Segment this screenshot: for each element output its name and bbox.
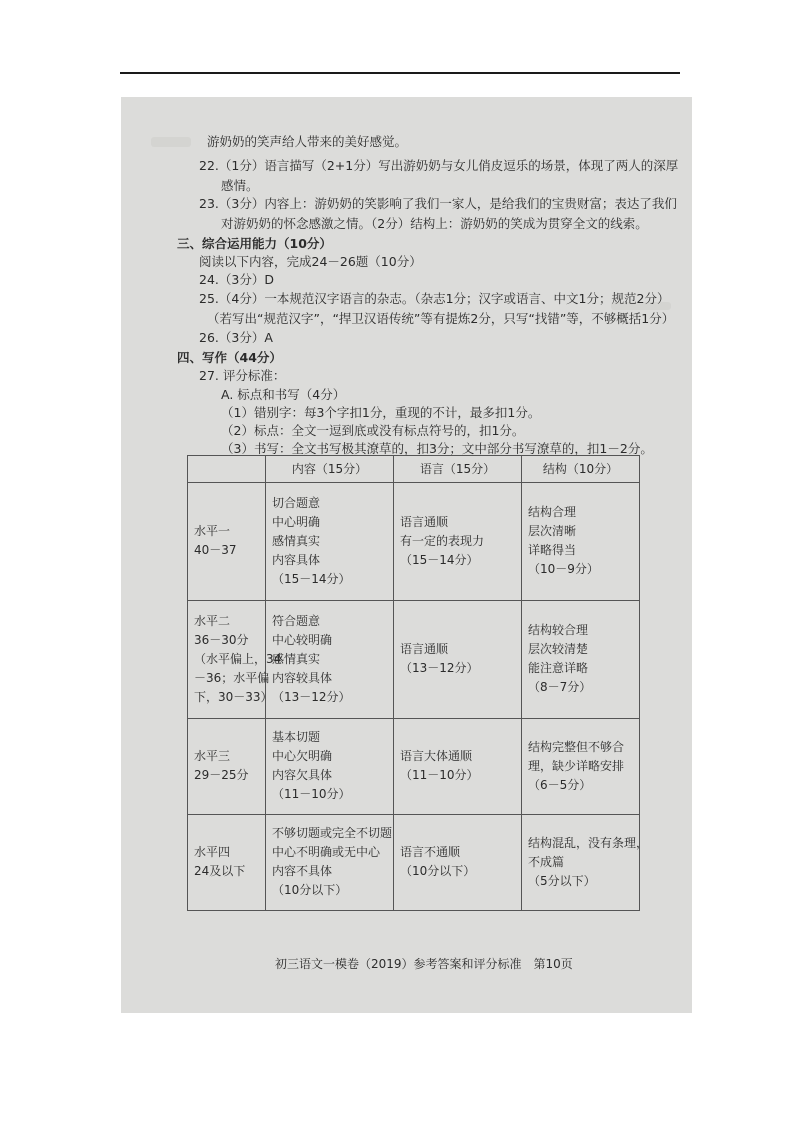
cell-line: 层次较清楚	[528, 642, 589, 657]
cell-line: －36；水平偏	[194, 670, 270, 685]
criteria-a-item-1: （1）错别字：每3个字扣1分，重现的不计，最多扣1分。	[221, 405, 541, 420]
q27-label: 27. 评分标准：	[199, 368, 286, 383]
cell-line: 感情真实	[272, 651, 321, 666]
scoring-table-header-row	[188, 456, 640, 483]
header-cell-structure: 结构（10分）	[522, 456, 640, 483]
answer-q23-line-1: 23.（3分）内容上：游奶奶的笑影响了我们一家人，是给我们的宝贵财富；表达了我们	[199, 196, 677, 211]
level-cell	[188, 483, 266, 601]
answer-q22-line-1: 22.（1分）语言描写（2+1分）写出游奶奶与女儿俏皮逗乐的场景，体现了两人的深厚	[199, 158, 679, 173]
cell-line: 结构较合理	[528, 623, 589, 638]
cell-line: （10－9分）	[528, 562, 599, 577]
cell-line: （10分以下）	[400, 864, 476, 879]
table-row	[188, 483, 640, 601]
scanned-page	[121, 97, 692, 1013]
cell-line: 结构完整但不够合	[528, 739, 625, 754]
cell-line: 内容欠具体	[272, 768, 333, 783]
cell-line: 语言大体通顺	[400, 749, 473, 764]
cell-line: （6－5分）	[528, 777, 592, 792]
cell-line: 基本切题	[272, 730, 321, 745]
cell-line: 详略得当	[528, 543, 577, 558]
table-row	[188, 600, 640, 718]
top-rule	[120, 72, 680, 74]
content-cell	[266, 483, 394, 601]
header-cell-blank	[188, 456, 266, 483]
criteria-a-item-3: （3）书写：全文书写极其潦草的，扣3分；文中部分书写潦草的，扣1－2分。	[221, 441, 653, 456]
cell-line: 40－37	[194, 543, 237, 558]
level-cell	[188, 718, 266, 814]
cell-line: （10分以下）	[272, 883, 348, 898]
cell-line: 不成篇	[528, 854, 565, 869]
answer-q26: 26.（3分）A	[199, 330, 273, 345]
cell-line: （15－14分）	[272, 571, 351, 586]
cell-line: 感情真实	[272, 533, 321, 548]
language-cell	[394, 600, 522, 718]
cell-line: （5分以下）	[528, 873, 596, 888]
cell-line: 水平四	[194, 845, 231, 860]
answer-q25-line-2: （若写出“规范汉字”，“捍卫汉语传统”等有提炼2分，只写“找错”等，不够概括1分）	[207, 311, 675, 326]
cell-line: 29－25分	[194, 768, 249, 783]
page-footer: 初三语文一模卷（2019）参考答案和评分标准 第10页	[275, 957, 573, 971]
cell-line: 水平一	[194, 524, 231, 539]
cell-line: （8－7分）	[528, 680, 592, 695]
cell-line: 中心欠明确	[272, 749, 333, 764]
cell-line: 36－30分	[194, 632, 249, 647]
language-cell	[394, 718, 522, 814]
cell-line: 理，缺少详略安排	[528, 758, 625, 773]
cell-line: 水平二	[194, 613, 231, 628]
structure-cell	[522, 814, 649, 910]
cell-line: （11－10分）	[272, 787, 351, 802]
criteria-a-item-2: （2）标点：全文一逗到底或没有标点符号的，扣1分。	[221, 423, 525, 438]
criteria-a-title: A. 标点和书写（4分）	[221, 387, 346, 402]
cell-line: 水平三	[194, 749, 231, 764]
content-cell	[266, 718, 394, 814]
cell-line: （11－10分）	[400, 768, 479, 783]
cell-line: 能注意详略	[528, 661, 589, 676]
content-cell	[266, 814, 394, 910]
cell-line: 切合题意	[272, 495, 321, 510]
section-3-heading: 三、综合运用能力（10分）	[177, 236, 332, 251]
scoring-table	[187, 455, 649, 911]
structure-cell	[522, 600, 640, 718]
cell-line: （13－12分）	[272, 689, 351, 704]
language-cell	[394, 483, 522, 601]
header-cell-content: 内容（15分）	[266, 456, 394, 483]
cell-line: 中心较明确	[272, 632, 333, 647]
content-cell	[266, 600, 394, 718]
cell-line: 结构合理	[528, 505, 577, 520]
cell-line: 中心不明确或无中心	[272, 845, 381, 860]
cell-line: 语言通顺	[400, 514, 449, 529]
table-row	[188, 718, 640, 814]
header-cell-language: 语言（15分）	[394, 456, 522, 483]
cell-line: （15－14分）	[400, 552, 479, 567]
structure-cell	[522, 718, 640, 814]
cell-line: 中心明确	[272, 514, 321, 529]
cell-line: 下，30－33）	[194, 689, 273, 704]
cell-line: 层次清晰	[528, 524, 577, 539]
language-cell	[394, 814, 522, 910]
answer-line-0: 游奶奶的笑声给人带来的美好感觉。	[207, 134, 408, 149]
cell-line: 内容不具体	[272, 864, 333, 879]
cell-line: 内容具体	[272, 552, 321, 567]
section-4-heading: 四、写作（44分）	[177, 350, 282, 365]
cell-line: 符合题意	[272, 613, 321, 628]
cell-line: 语言不通顺	[400, 845, 461, 860]
scan-smudge	[151, 137, 191, 147]
level-cell	[188, 814, 266, 910]
cell-line: 24及以下	[194, 864, 246, 879]
answer-q23-line-2: 对游奶奶的怀念感激之情。（2分）结构上：游奶奶的笑成为贯穿全文的线索。	[221, 216, 648, 231]
table-row	[188, 814, 640, 910]
cell-line: 语言通顺	[400, 642, 449, 657]
structure-cell	[522, 483, 640, 601]
cell-line: 结构混乱，没有条理，	[528, 835, 649, 850]
answer-q25-line-1: 25.（4分）一本规范汉字语言的杂志。（杂志1分；汉字或语言、中文1分；规范2分）	[199, 291, 670, 306]
cell-line: 内容较具体	[272, 670, 333, 685]
cell-line: （13－12分）	[400, 661, 479, 676]
answer-q22-line-2: 感情。	[221, 178, 259, 193]
cell-line: 不够切题或完全不切题	[272, 826, 393, 841]
cell-line: 有一定的表现力	[400, 533, 485, 548]
cell-line: （水平偏上，34	[194, 651, 282, 666]
level-cell	[188, 600, 282, 718]
answer-q24: 24.（3分）D	[199, 272, 274, 287]
section-3-intro: 阅读以下内容，完成24－26题（10分）	[199, 254, 422, 269]
